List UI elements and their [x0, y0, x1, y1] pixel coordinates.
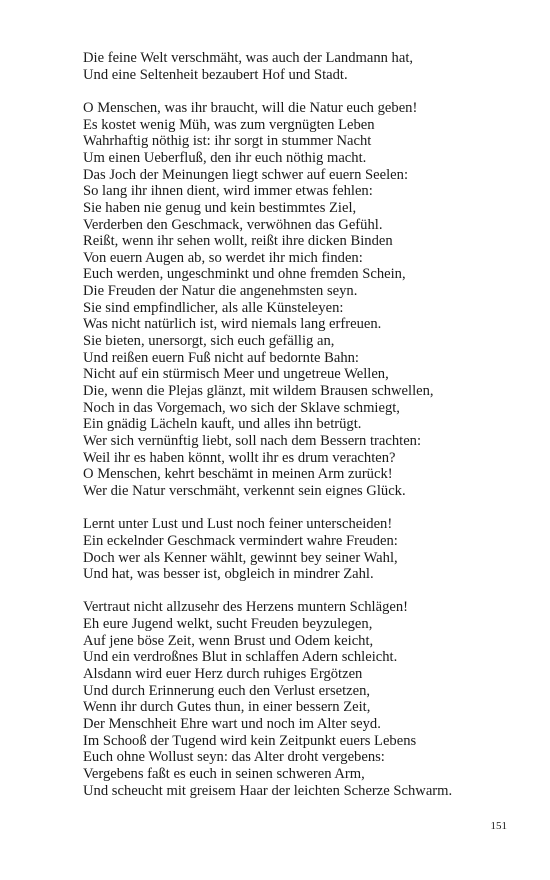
poem-line: Und reißen euern Fuß nicht auf bedornte Bahn:: [83, 349, 359, 366]
poem-line: Sie bieten, unersorgt, sich euch gefällig an,: [83, 333, 335, 350]
poem-line: Die, wenn die Plejas glänzt, mit wildem Brausen schwellen,: [83, 383, 434, 400]
stanza: [83, 50, 523, 83]
poem-line: Lernt unter Lust und Lust noch feiner unterscheiden!: [83, 516, 393, 533]
poem-line: Wenn ihr durch Gutes thun, in einer bessern Zeit,: [83, 699, 371, 716]
poem-line: Ein gnädig Lächeln kauft, und alles ihn betrügt.: [83, 416, 362, 433]
stanza: [83, 516, 523, 583]
page-number: 151: [490, 820, 507, 832]
poem-line: Wer sich vernünftig liebt, soll nach dem Bessern trachten:: [83, 433, 422, 450]
poem-line: So lang ihr ihnen dient, wird immer etwas fehlen:: [83, 183, 373, 200]
poem-line: Und eine Seltenheit bezaubert Hof und Stadt.: [83, 66, 348, 83]
poem-line: Vergebens faßt es euch in seinen schweren Arm,: [83, 766, 365, 783]
poem-line: Es kostet wenig Müh, was zum vergnügten Leben: [83, 116, 375, 133]
poem-line: Auf jene böse Zeit, wenn Brust und Odem keicht,: [83, 632, 374, 649]
poem-line: Der Menschheit Ehre wart und noch im Alter seyd.: [83, 716, 381, 733]
poem-line: Und durch Erinnerung euch den Verlust ersetzen,: [83, 682, 371, 699]
poem-line: O Menschen, kehrt beschämt in meinen Arm zurück!: [83, 466, 393, 483]
stanza: [83, 100, 523, 500]
poem-line: Noch in das Vorgemach, wo sich der Sklave schmiegt,: [83, 399, 400, 416]
poem-line: Und scheucht mit greisem Haar der leichten Scherze Schwarm.: [83, 782, 453, 799]
poem-line: Das Joch der Meinungen liegt schwer auf euern Seelen:: [83, 166, 409, 183]
poem-line: Alsdann wird euer Herz durch ruhiges Ergötzen: [83, 666, 363, 683]
poem-line: Von euern Augen ab, so werdet ihr mich finden:: [83, 249, 363, 266]
poem-line: Eh eure Jugend welkt, sucht Freuden beyzulegen,: [83, 616, 373, 633]
poem-line: Wer die Natur verschmäht, verkennt sein eignes Glück.: [83, 483, 406, 499]
poem-line: Euch ohne Wollust seyn: das Alter droht vergebens:: [83, 749, 385, 766]
poem-line: Wahrhaftig nöthig ist: ihr sorgt in stummer Nacht: [83, 133, 372, 150]
poem-line: Euch werden, ungeschminkt und ohne fremden Schein,: [83, 266, 406, 283]
poem-line: Reißt, wenn ihr sehen wollt, reißt ihre dicken Binden: [83, 233, 393, 250]
poem-line: Die feine Welt verschmäht, was auch der Landmann hat,: [83, 50, 414, 66]
poem-line: Sie sind empfindlicher, als alle Künsteleyen:: [83, 299, 344, 316]
poem-line: Was nicht natürlich ist, wird niemals lang erfreuen.: [83, 316, 382, 333]
poem-line: Ein eckelnder Geschmack vermindert wahre Freuden:: [83, 532, 398, 549]
poem-line: Weil ihr es haben könnt, wollt ihr es drum verachten?: [83, 449, 396, 466]
poem-line: Und ein verdroßnes Blut in schlaffen Adern schleicht.: [83, 649, 398, 666]
poem-line: Die Freuden der Natur die angenehmsten seyn.: [83, 283, 358, 300]
poem-line: Im Schooß der Tugend wird kein Zeitpunkt euers Lebens: [83, 732, 417, 749]
poem-line: Und hat, was besser ist, obgleich in mindrer Zahl.: [83, 566, 374, 583]
poem-line: Vertraut nicht allzusehr des Herzens muntern Schlägen!: [83, 599, 408, 616]
poem-line: Um einen Ueberfluß, den ihr euch nöthig macht.: [83, 149, 367, 166]
poem-line: Doch wer als Kenner wählt, gewinnt bey seiner Wahl,: [83, 549, 398, 566]
poem-line: Sie haben nie genug und kein bestimmtes Ziel,: [83, 199, 357, 216]
poem-line: O Menschen, was ihr braucht, will die Natur euch geben!: [83, 99, 418, 116]
poem-line: Nicht auf ein stürmisch Meer und ungetreue Wellen,: [83, 366, 389, 383]
stanza: [83, 599, 523, 799]
poem-line: Verderben den Geschmack, verwöhnen das Gefühl.: [83, 216, 383, 233]
poem-text: [83, 50, 523, 816]
